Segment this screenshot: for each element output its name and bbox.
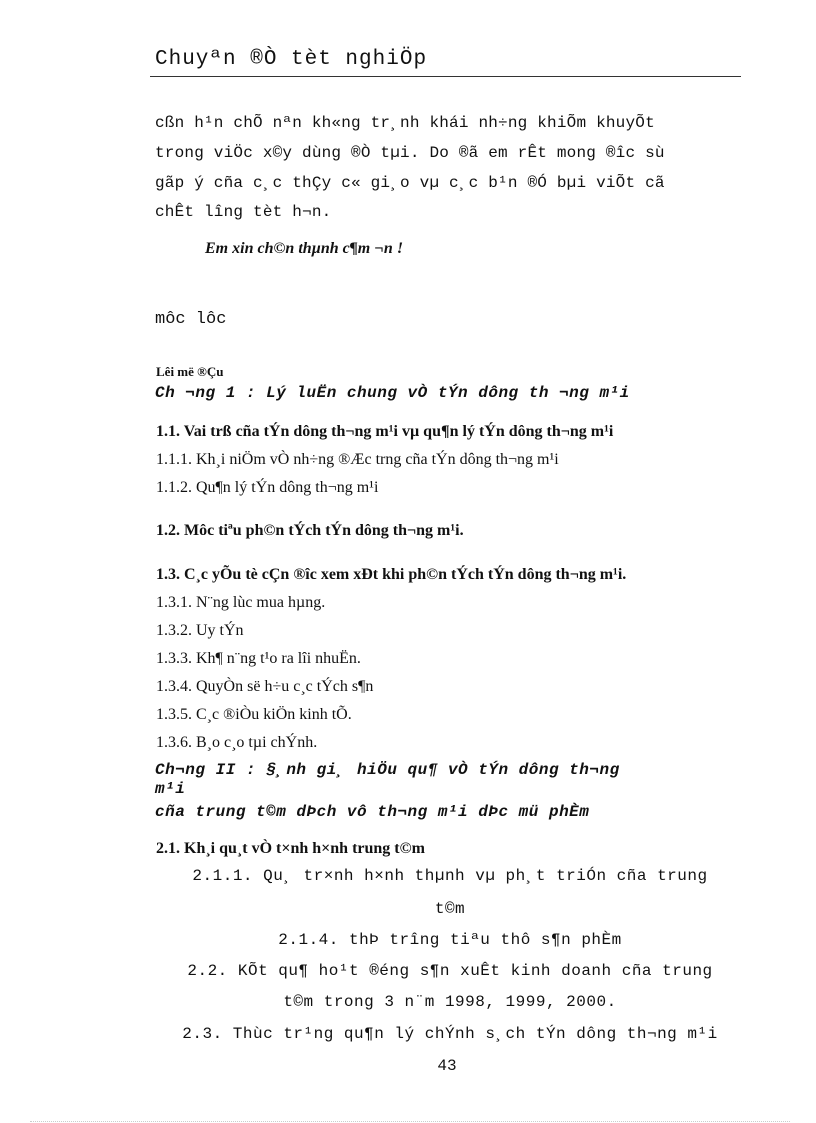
intro-paragraph-line: cßn h¹n chÕ nªn kh«ng tr¸nh khái nh÷ng khiÕm khuyÕt — [155, 114, 655, 132]
toc-chapter-1: Ch ¬ng 1 : Lý luËn chung vÒ tÝn dông th ¬ng m¹i — [155, 384, 630, 402]
toc-subsection-2-1-4: 2.1.4. thÞ trîng tiªu thô s¶n phÈm — [278, 931, 622, 949]
intro-paragraph-line: trong viÖc x©y dùng ®Ò tµi. Do ®ã em rÊt mong ®îc sù — [155, 144, 665, 162]
toc-title: môc lôc — [155, 310, 227, 329]
intro-paragraph-line: gãp ý cña c¸c thÇy c« gi¸o vµ c¸c b¹n ®Ó bµi viÕt cã — [155, 174, 665, 192]
toc-section-2-3: 2.3. Thùc tr¹ng qu¶n lý chÝnh s¸ch tÝn dông th¬ng m¹i — [182, 1025, 718, 1043]
toc-subsection-1-3-5: 1.3.5. C¸c ®iÒu kiÖn kinh tÕ. — [156, 706, 352, 723]
page-bottom-divider — [30, 1121, 790, 1122]
toc-subsection-1-1-1: 1.1.1. Kh¸i niÖm vÒ nh÷ng ®Æc trng cña tÝn dông th¬ng m¹i — [156, 451, 559, 468]
toc-section-2-1: 2.1. Kh¸i qu¸t vÒ t×nh h×nh trung t©m — [156, 840, 425, 857]
page-number: 43 — [437, 1057, 457, 1075]
toc-subsection-1-3-2: 1.3.2. Uy tÝn — [156, 622, 244, 639]
toc-section-2-2-cont: t©m trong 3 n¨m 1998, 1999, 2000. — [283, 993, 617, 1011]
toc-section-1-1: 1.1. Vai trß cña tÝn dông th¬ng m¹i vµ qu¶n lý tÝn dông th¬ng m¹i — [156, 423, 614, 440]
toc-chapter-2-cont: m¹i — [155, 780, 186, 798]
toc-section-2-2: 2.2. KÕt qu¶ ho¹t ®éng s¶n xuÊt kinh doanh cña trung — [187, 962, 713, 980]
toc-subsection-1-3-3: 1.3.3. Kh¶ n¨ng t¹o ra lîi nhuËn. — [156, 650, 361, 667]
page-header-title: Chuyªn ®Ò tèt nghiÖp — [155, 48, 428, 71]
toc-subsection-2-1-1: 2.1.1. Qu¸ tr×nh h×nh thµnh vµ ph¸t triÓn cña trung — [192, 867, 708, 885]
toc-intro: Lêi më ®Çu — [156, 364, 224, 379]
toc-subsection-1-3-4: 1.3.4. QuyÒn së h÷u c¸c tÝch s¶n — [156, 678, 374, 695]
toc-subsection-1-1-2: 1.1.2. Qu¶n lý tÝn dông th¬ng m¹i — [156, 479, 379, 496]
toc-chapter-2: Ch¬ng II : §¸nh gi¸ hiÖu qu¶ vÒ tÝn dông th¬ng — [155, 761, 620, 779]
toc-chapter-2-subtitle: cña trung t©m dÞch vô th¬ng m¹i dÞc mü phÈm — [155, 803, 590, 821]
header-rule — [150, 76, 741, 77]
toc-subsection-1-3-1: 1.3.1. N¨ng lùc mua hµng. — [156, 594, 326, 611]
toc-subsection-2-1-1-cont: t©m — [434, 900, 466, 918]
toc-subsection-1-3-6: 1.3.6. B¸o c¸o tµi chÝnh. — [156, 734, 318, 751]
intro-paragraph-line: chÊt lîng tèt h¬n. — [155, 203, 332, 221]
toc-section-1-3: 1.3. C¸c yÕu tè cÇn ®îc xem xÐt khi ph©n tÝch tÝn dông th¬ng m¹i. — [156, 566, 627, 583]
toc-section-1-2: 1.2. Môc tiªu ph©n tÝch tÝn dông th¬ng m¹i. — [156, 522, 464, 539]
thanks-line: Em xin ch©n thµnh c¶m ¬n ! — [205, 240, 404, 257]
